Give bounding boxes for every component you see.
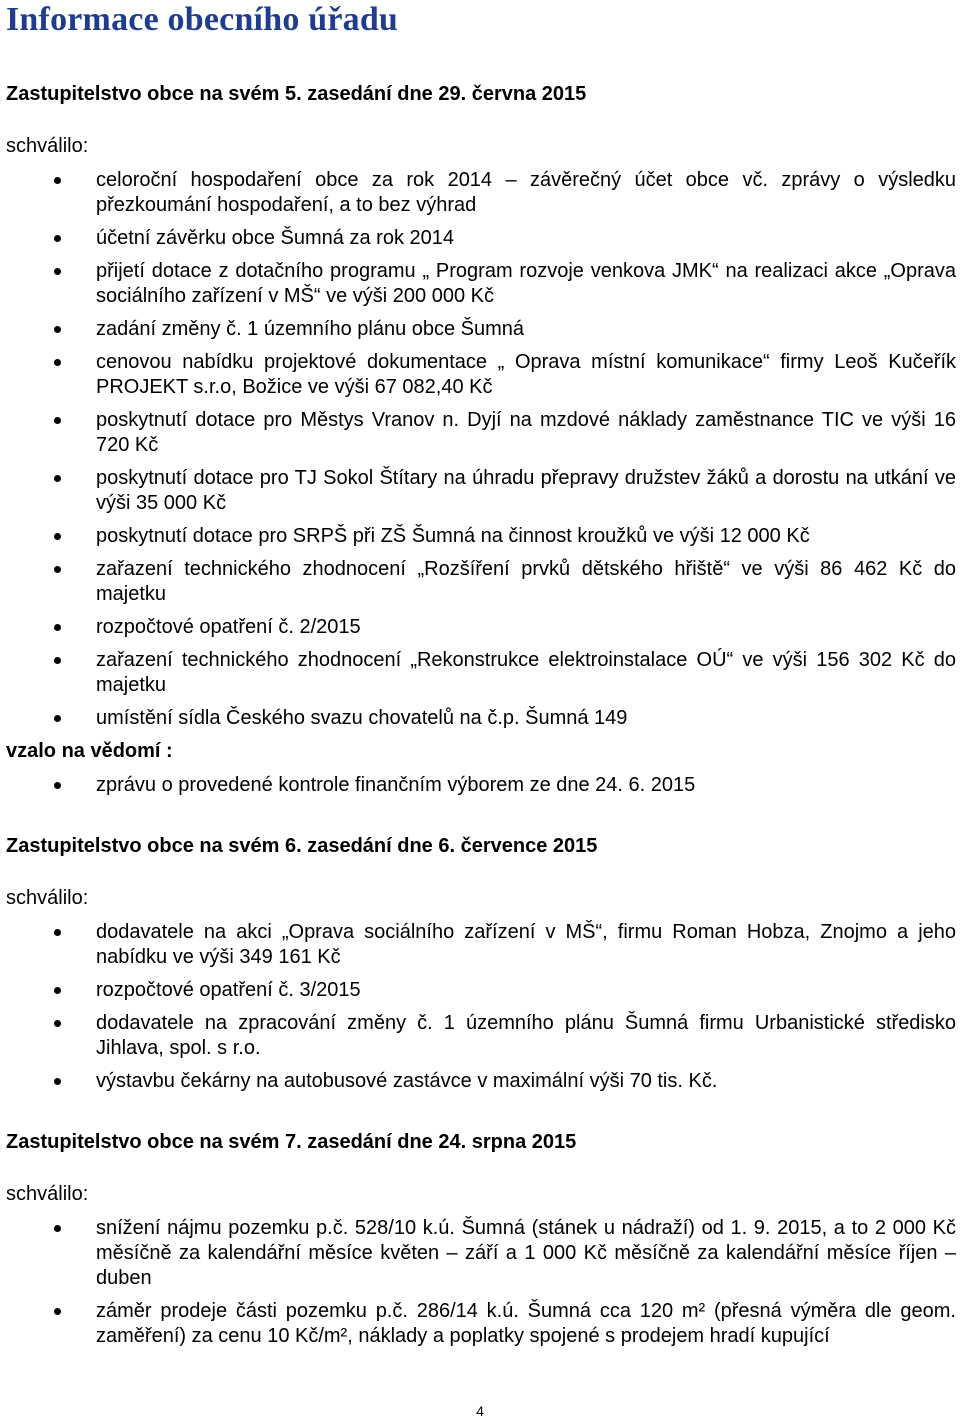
list-item: zadání změny č. 1 územního plánu obce Šumná [6, 317, 956, 342]
list-item: záměr prodeje části pozemku p.č. 286/14 k.ú. Šumná cca 120 m² (přesná výměra dle geom. zaměření) za cenu 10 Kč/m², náklady a poplatky spojené s prodejem hradí kupující [6, 1299, 956, 1349]
list-item: cenovou nabídku projektové dokumentace „ Oprava místní komunikace“ firmy Leoš Kučeřík PROJEKT s.r.o, Božice ve výši 67 082,40 Kč [6, 350, 956, 400]
meeting-heading: Zastupitelstvo obce na svém 6. zasedání dne 6. července 2015 [6, 835, 598, 857]
bullet-icon [54, 359, 61, 366]
approved-label: schválilo: [6, 887, 89, 909]
list-item: snížení nájmu pozemku p.č. 528/10 k.ú. Šumná (stánek u nádraží) od 1. 9. 2015, a to 2 000 Kč měsíčně za kalendářní měsíce květen – září a 1 000 Kč měsíčně za kalendářní měsíce říjen – duben [6, 1216, 956, 1291]
bullet-icon [54, 268, 61, 275]
list-item: poskytnutí dotace pro SRPŠ při ZŠ Šumná na činnost kroužků ve výši 12 000 Kč [6, 524, 956, 549]
bullet-icon [54, 417, 61, 424]
list-item: zprávu o provedené kontrole finančním výborem ze dne 24. 6. 2015 [6, 773, 956, 798]
meeting-6-section [6, 834, 956, 1094]
list-item: výstavbu čekárny na autobusové zastávce v maximální výši 70 tis. Kč. [6, 1069, 956, 1094]
page-number: 4 [476, 1403, 484, 1419]
bullet-icon [54, 782, 61, 789]
bullet-icon [54, 1225, 61, 1232]
meeting-heading: Zastupitelstvo obce na svém 5. zasedání dne 29. června 2015 [6, 83, 587, 105]
bullet-icon [54, 1078, 61, 1085]
list-item: zařazení technického zhodnocení „Rozšíření prvků dětského hřiště“ ve výši 86 462 Kč do majetku [6, 557, 956, 607]
bullet-icon [54, 475, 61, 482]
list-item: dodavatele na akci „Oprava sociálního zařízení v MŠ“, firmu Roman Hobza, Znojmo a jeho nabídku ve výši 349 161 Kč [6, 920, 956, 970]
list-item: celoroční hospodaření obce za rok 2014 – závěrečný účet obce vč. zprávy o výsledku přezkoumání hospodaření, a to bez výhrad [6, 168, 956, 218]
noted-list [6, 773, 956, 798]
approved-label: schválilo: [6, 135, 89, 157]
list-item: rozpočtové opatření č. 3/2015 [6, 978, 956, 1003]
bullet-icon [54, 987, 61, 994]
list-item: poskytnutí dotace pro TJ Sokol Štítary na úhradu přepravy družstev žáků a dorostu na utkání ve výši 35 000 Kč [6, 466, 956, 516]
bullet-icon [54, 566, 61, 573]
bullet-icon [54, 1308, 61, 1315]
list-item: poskytnutí dotace pro Městys Vranov n. Dyjí na mzdové náklady zaměstnance TIC ve výši 16 720 Kč [6, 408, 956, 458]
bullet-icon [54, 624, 61, 631]
bullet-icon [54, 929, 61, 936]
meeting-5-section [6, 82, 956, 798]
bullet-icon [54, 533, 61, 540]
approved-label: schválilo: [6, 1183, 89, 1205]
bullet-icon [54, 235, 61, 242]
page-title: Informace obecního úřadu [6, 1, 399, 38]
bullet-icon [54, 1020, 61, 1027]
approved-list [6, 920, 956, 1094]
bullet-icon [54, 715, 61, 722]
bullet-icon [54, 177, 61, 184]
list-item: přijetí dotace z dotačního programu „ Program rozvoje venkova JMK“ na realizaci akce „Oprava sociálního zařízení v MŠ“ ve výši 200 000 Kč [6, 259, 956, 309]
meeting-7-section [6, 1130, 956, 1349]
approved-list [6, 168, 956, 731]
list-item: rozpočtové opatření č. 2/2015 [6, 615, 956, 640]
bullet-icon [54, 657, 61, 664]
noted-label: vzalo na vědomí : [6, 740, 173, 762]
list-item: dodavatele na zpracování změny č. 1 územního plánu Šumná firmu Urbanistické středisko Jihlava, spol. s r.o. [6, 1011, 956, 1061]
meeting-heading: Zastupitelstvo obce na svém 7. zasedání dne 24. srpna 2015 [6, 1131, 577, 1153]
list-item: zařazení technického zhodnocení „Rekonstrukce elektroinstalace OÚ“ ve výši 156 302 Kč do majetku [6, 648, 956, 698]
approved-list [6, 1216, 956, 1349]
list-item: umístění sídla Českého svazu chovatelů na č.p. Šumná 149 [6, 706, 956, 731]
bullet-icon [54, 326, 61, 333]
list-item: účetní závěrku obce Šumná za rok 2014 [6, 226, 956, 251]
